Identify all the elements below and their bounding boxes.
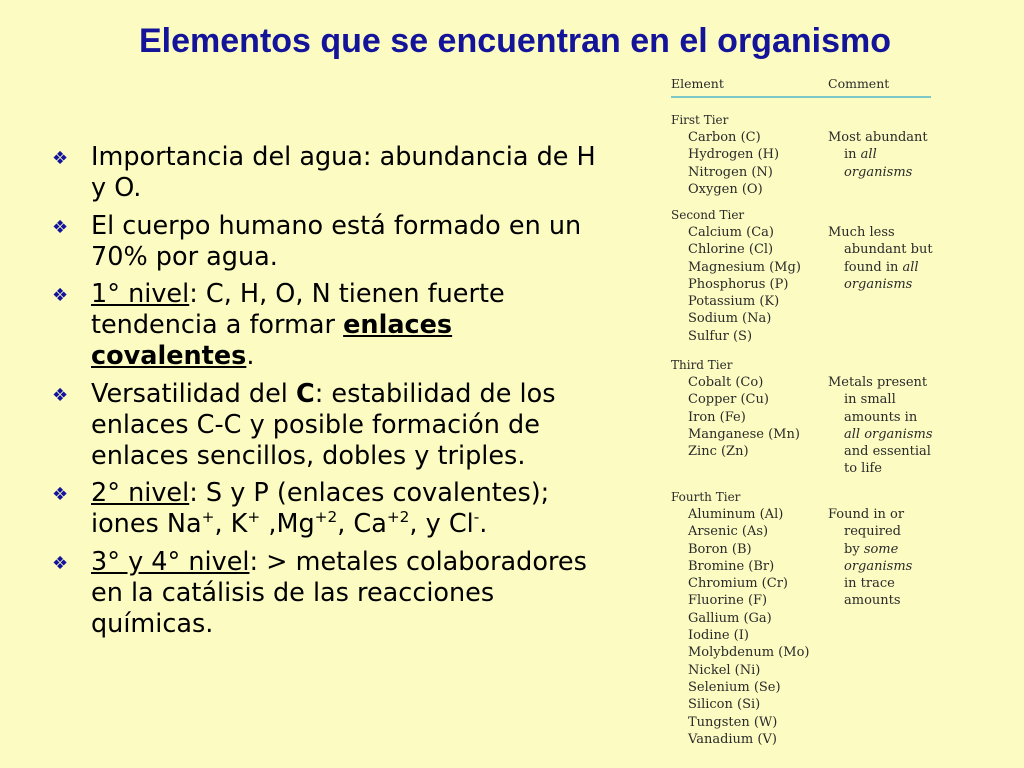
element-entry: Cobalt (Co)	[688, 375, 764, 390]
element-entry: Aluminum (Al)	[688, 507, 784, 522]
comment-text: abundant but	[844, 242, 933, 258]
element-entry: Iron (Fe)	[688, 409, 746, 425]
tier-elements	[688, 506, 809, 748]
bold-term: C	[295, 378, 315, 409]
element-entry: Sodium (Na)	[688, 311, 772, 327]
tier-comment	[828, 374, 933, 478]
comment-text: and essential	[844, 444, 931, 460]
comment-line	[828, 276, 933, 293]
tier-name: Third Tier	[671, 358, 733, 372]
comment-line	[828, 146, 928, 163]
tier-comment	[828, 224, 933, 293]
comment-line	[828, 460, 933, 477]
element-entry: Iodine (I)	[688, 628, 749, 644]
element-entry: Silicon (Si)	[688, 697, 761, 713]
element-entry: Calcium (Ca)	[688, 225, 774, 240]
element-entry: Nickel (Ni)	[688, 662, 761, 678]
comment-text: in trace	[844, 576, 895, 592]
comment-line	[828, 523, 912, 540]
bullet-text: El cuerpo humano está formado en un 70% por agua.	[91, 210, 582, 272]
bullet-list	[52, 142, 612, 646]
comment-text: in	[844, 147, 861, 163]
charge-superscript: +	[247, 508, 261, 527]
comment-italic: organisms	[844, 558, 913, 574]
bullet-item	[52, 142, 612, 204]
element-entry: Selenium (Se)	[688, 679, 781, 695]
comment-text: Found in or	[828, 507, 905, 522]
element-entry: Copper (Cu)	[688, 392, 769, 408]
bullet-text: , K	[214, 509, 248, 539]
comment-text: Most abundant	[828, 130, 928, 145]
comment-text: amounts	[844, 593, 901, 609]
tier-name: Second Tier	[671, 208, 745, 222]
comment-text: amounts in	[844, 409, 918, 425]
bullet-text: .	[246, 341, 255, 371]
element-entry: Magnesium (Mg)	[688, 259, 801, 275]
comment-line	[828, 558, 912, 575]
comment-line	[828, 164, 928, 181]
tier-elements	[688, 224, 801, 345]
tier-elements	[688, 129, 779, 198]
comment-line	[828, 575, 912, 592]
comment-line	[828, 259, 933, 276]
element-entry: Arsenic (As)	[688, 524, 769, 540]
element-entry: Chlorine (Cl)	[688, 242, 774, 258]
bold-term: enlaces covalentes	[91, 310, 453, 371]
slide-title: Elementos que se encuentran en el organismo	[139, 22, 891, 60]
column-header-comment: Comment	[828, 76, 890, 91]
element-entry: Chromium (Cr)	[688, 576, 788, 592]
element-entry: Manganese (Mn)	[688, 426, 800, 442]
comment-text: in small	[844, 392, 896, 408]
bullet-item	[52, 547, 612, 640]
bullet-text: : > metales colaboradores en la catálisis de las reacciones químicas.	[91, 546, 587, 639]
table-tier	[671, 357, 951, 477]
tier-name: First Tier	[671, 113, 729, 127]
comment-line	[828, 443, 933, 460]
bullet-text: , y Cl	[409, 509, 474, 539]
comment-italic: organisms	[844, 276, 913, 292]
element-entry: Boron (B)	[688, 541, 752, 557]
table-tier	[671, 112, 951, 197]
comment-line	[828, 241, 933, 258]
bullet-text: : estabilidad de los enlaces C-C y posible formación de enlaces sencillos, dobles y triples.	[91, 378, 556, 471]
tier-name: Fourth Tier	[671, 490, 741, 504]
element-entry: Vanadium (V)	[688, 731, 777, 747]
charge-superscript: +2	[314, 508, 338, 527]
diamond-bullet-icon: ❖	[52, 552, 69, 574]
diamond-bullet-icon: ❖	[52, 484, 69, 505]
element-entry: Sulfur (S)	[688, 328, 753, 344]
comment-line	[828, 541, 912, 558]
element-entry: Potassium (K)	[688, 294, 780, 310]
element-entry: Carbon (C)	[688, 130, 761, 145]
bullet-item	[52, 211, 612, 273]
comment-text: found in	[844, 259, 903, 275]
charge-superscript: +2	[386, 508, 410, 527]
tier-elements	[688, 374, 800, 460]
comment-italic: organisms	[844, 164, 913, 180]
element-entry: Zinc (Zn)	[688, 444, 749, 460]
comment-text: Metals present	[828, 375, 928, 390]
element-entry: Gallium (Ga)	[688, 610, 772, 626]
table-tier	[671, 207, 951, 344]
charge-superscript: -	[473, 508, 480, 527]
diamond-bullet-icon: ❖	[52, 148, 69, 169]
tier-comment	[828, 129, 928, 181]
bullet-item	[52, 279, 612, 372]
comment-line	[828, 506, 912, 523]
comment-text: by	[844, 541, 864, 557]
column-header-element: Element	[671, 76, 724, 91]
comment-line	[828, 129, 928, 146]
header-divider	[671, 96, 931, 98]
comment-italic: some	[863, 541, 899, 557]
comment-line	[828, 391, 933, 408]
table-tier	[671, 489, 951, 747]
comment-line	[828, 426, 933, 443]
comment-text: to life	[844, 461, 883, 477]
diamond-bullet-icon: ❖	[52, 384, 69, 406]
bullet-text: , Ca	[337, 509, 387, 539]
element-entry: Tungsten (W)	[688, 714, 778, 730]
comment-italic: all organisms	[844, 426, 933, 442]
comment-text: Much less	[828, 225, 895, 240]
element-entry: Nitrogen (N)	[688, 164, 773, 180]
element-entry: Fluorine (F)	[688, 593, 768, 609]
bullet-text: .	[479, 509, 488, 539]
comment-line	[828, 374, 933, 391]
comment-italic: all	[902, 259, 919, 275]
level-link[interactable]: 3° y 4° nivel	[91, 546, 250, 577]
comment-italic: all	[860, 147, 877, 163]
diamond-bullet-icon: ❖	[52, 285, 69, 306]
charge-superscript: +	[201, 508, 215, 527]
bullet-item	[52, 379, 612, 472]
element-entry: Molybdenum (Mo)	[688, 645, 810, 661]
bullet-text: Importancia del agua: abundancia de H y O.	[91, 142, 596, 203]
bullet-text: : S y P (enlaces covalentes); iones Na	[91, 478, 550, 539]
element-entry: Hydrogen (H)	[688, 147, 780, 163]
bullet-item	[52, 478, 612, 540]
comment-line	[828, 592, 912, 609]
comment-line	[828, 409, 933, 426]
element-entry: Oxygen (O)	[688, 181, 763, 197]
bullet-text: ,Mg	[260, 509, 315, 539]
element-entry: Phosphorus (P)	[688, 276, 789, 292]
level-link[interactable]: 1° nivel	[91, 279, 190, 309]
diamond-bullet-icon: ❖	[52, 216, 69, 238]
bullet-text: : C, H, O, N tienen fuerte tendencia a formar	[91, 279, 505, 340]
element-tier-table	[671, 76, 951, 756]
element-entry: Bromine (Br)	[688, 558, 775, 574]
level-link[interactable]: 2° nivel	[91, 478, 190, 508]
comment-text: required	[844, 524, 901, 540]
comment-line	[828, 224, 933, 241]
tier-comment	[828, 506, 912, 610]
bullet-text: Versatilidad del	[91, 378, 296, 409]
